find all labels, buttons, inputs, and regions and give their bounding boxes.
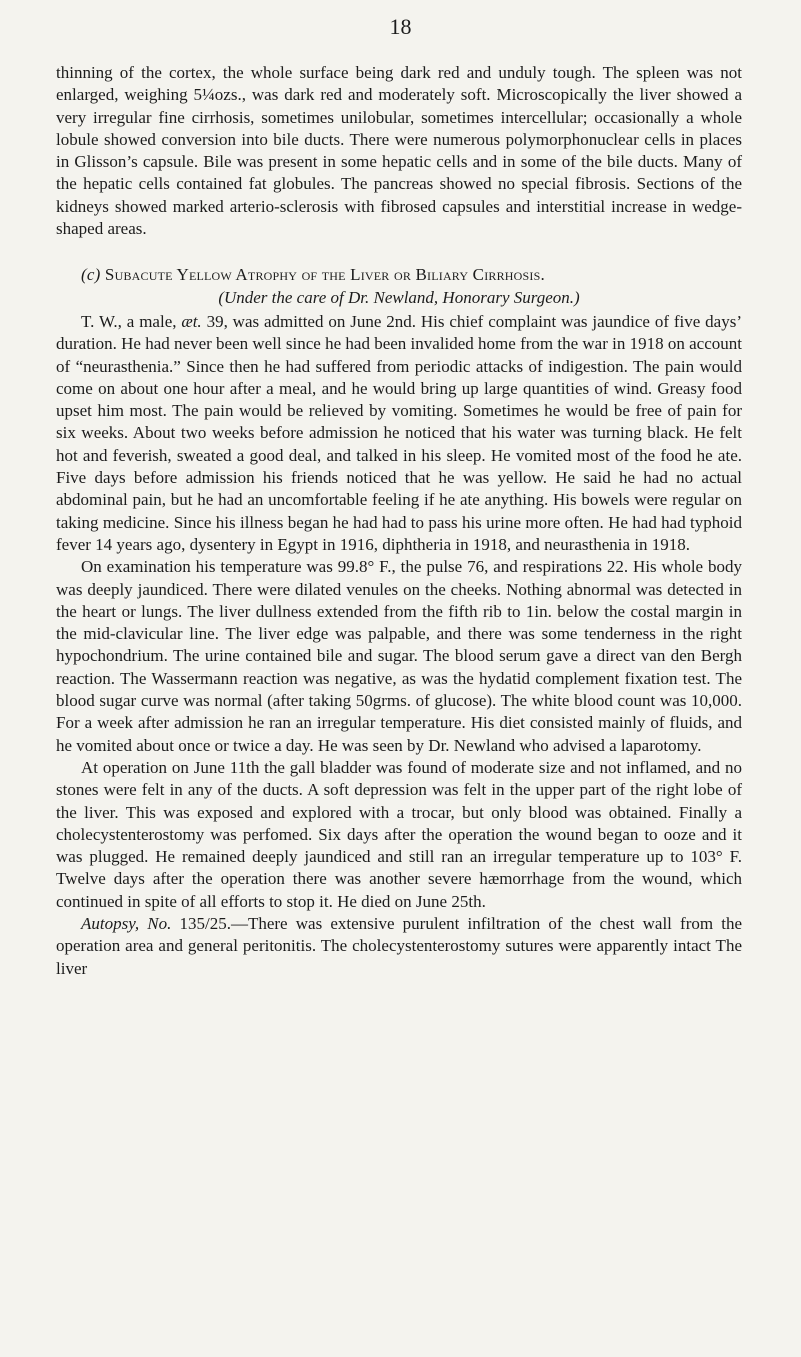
case-history: 39, was admitted on June 2nd. His chief complaint was jaundice of five days’ duration. He had never been well since he had been invalided home from the war in 1918 on account of “neurasthenia.” Since then he had suffered from periodic attacks of indigestion. The pain would come on about one hour after a meal, and he would bring up large quantities of wind. Greasy food upset him most. The pain would be relieved by vomiting. Sometimes he would be free of pain for six weeks. About two weeks before admission he noticed that his water was turning black. He felt hot and feverish, sweated a good deal, and talked in his sleep. He vomited most of the food he ate. Five days before admission his friends noticed that he was yellow. He said he had no actual abdominal pain, but he had an uncomfortable feeling if he ate anything. His bowels were regular on taking medicine. Since his illness began he had had to pass his urine more often. He had had typhoid fever 14 years ago, dysentery in Egypt in 1916, diphtheria in 1918, and neurasthenia in 1918. (56, 311, 742, 554)
section-heading (56, 264, 742, 286)
page-number: 18 (389, 14, 412, 39)
operation-paragraph: At operation on June 11th the gall bladder was found of moderate size and not inflamed, and no stones were felt in any of the ducts. A soft depression was felt in the upper part of the right lobe of the liver. This was exposed and explored with a trocar, but only blood was obtained. Finally a cholecystenterostomy was perfomed. Six days after the operation the wound began to ooze and it was plugged. He remained deeply jaundiced and still ran an irregular temperature up to 103° F. Twelve days after the operation there was another severe hæmorrhage from the wound, which continued in spite of all efforts to stop it. He died on June 25th. (56, 757, 742, 911)
section-subtitle: (Under the care of Dr. Newland, Honorary Surgeon.) (218, 287, 580, 307)
case-history-paragraph (56, 311, 742, 556)
autopsy-paragraph (56, 913, 742, 980)
examination-paragraph: On examination his temperature was 99.8° F., the pulse 76, and respirations 22. His whole body was deeply jaundiced. There were dilated venules on the cheeks. Nothing abnormal was detected in the heart or lungs. The liver dullness extended from the fifth rib to 1in. below the costal margin in the mid-clavicular line. The liver edge was palpable, and there was some tenderness in the right hypochondrium. The urine contained bile and sugar. The blood serum gave a direct van den Bergh reaction. The Wassermann reaction was negative, as was the hydatid complement fixation test. The blood sugar curve was normal (after taking 50grms. of glucose). The white blood count was 10,000. For a week after admission he ran an irregular temperature. His diet consisted mainly of fluids, and he vomited about once or twice a day. He was seen by Dr. Newland who advised a laparotomy. (56, 557, 742, 755)
autopsy-number: 135/25. (179, 913, 231, 933)
autopsy-label: Autopsy, No. (81, 913, 172, 933)
case-opening: T. W., a male, (81, 311, 177, 331)
section-letter: (c) (81, 265, 101, 285)
paragraph-continuation: thinning of the cortex, the whole surface being dark red and unduly tough. The spleen was not enlarged, weighing 5¼ozs., was dark red and moderately soft. Microscopically the liver showed a very irregular fine cirrhosis, sometimes unilobular, sometimes intercellular; occasionally a whole lobule showed conversion into bile ducts. There were numerous polymorphonuclear cells in places in Glisson’s capsule. Bile was present in some hepatic cells and in some of the bile ducts. Many of the hepatic cells contained fat globules. The pancreas showed no special fibrosis. Sections of the kidneys showed marked arterio-sclerosis with fibrosed capsules and interstitial increase in wedge-shaped areas. (56, 63, 742, 239)
section-title: Subacute Yellow Atrophy of the Liver or Biliary Cirrhosis. (104, 265, 545, 285)
page-body (56, 62, 742, 980)
age-abbreviation: æt. (181, 311, 202, 331)
autopsy-text: —There was extensive purulent infiltration of the chest wall from the operation area and general peritonitis. The cholecystenterostomy sutures were apparently intact The liver (56, 913, 743, 978)
